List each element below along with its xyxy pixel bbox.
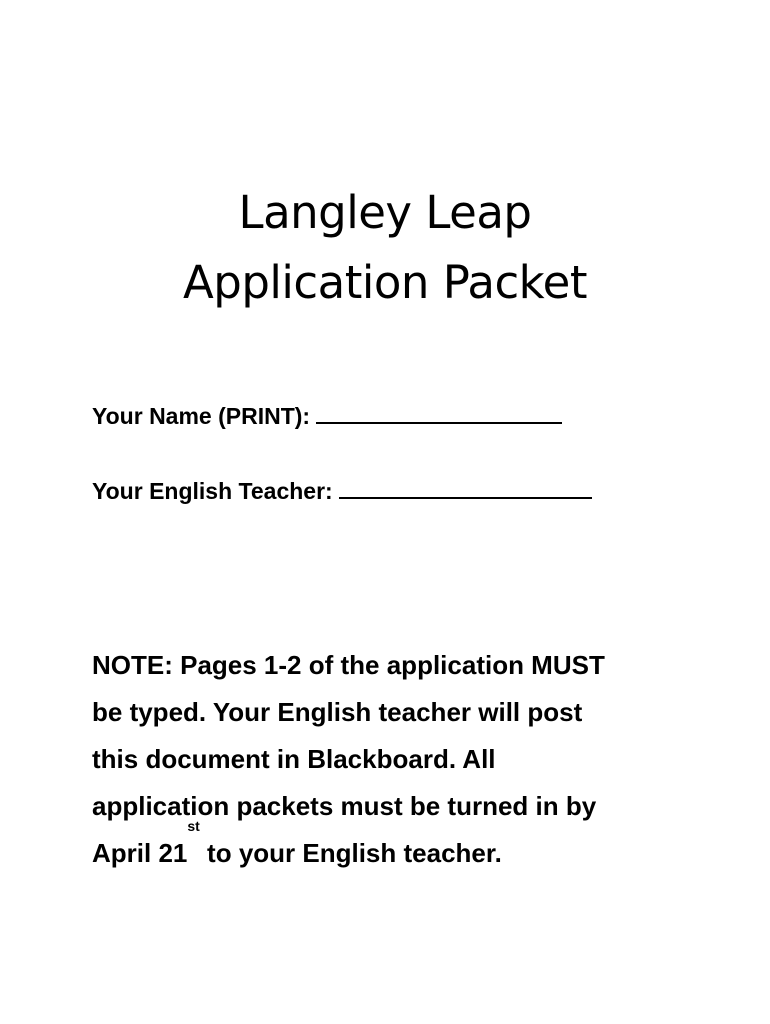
title-line-1: Langley Leap [238, 186, 532, 239]
name-field [92, 400, 562, 431]
teacher-field [92, 475, 592, 506]
note-line-1: NOTE: Pages 1-2 of the application MUST [92, 650, 605, 680]
page-title [0, 178, 770, 318]
note-line-3: this document in Blackboard. All [92, 744, 496, 774]
name-field-label: Your Name (PRINT): [92, 403, 311, 429]
note-line-5 [92, 818, 682, 877]
note-line-4: application packets must be turned in by [92, 791, 597, 821]
title-line-2: Application Packet [183, 256, 587, 309]
note-line-2: be typed. Your English teacher will post [92, 697, 583, 727]
name-blank-line [316, 400, 562, 424]
teacher-field-label: Your English Teacher: [92, 478, 333, 504]
note-paragraph [92, 642, 682, 877]
teacher-blank-line [339, 475, 592, 499]
note-date: April 21 [92, 838, 188, 868]
note-date-ordinal: st [187, 818, 200, 834]
note-line-5-rest: to your English teacher. [199, 838, 502, 868]
